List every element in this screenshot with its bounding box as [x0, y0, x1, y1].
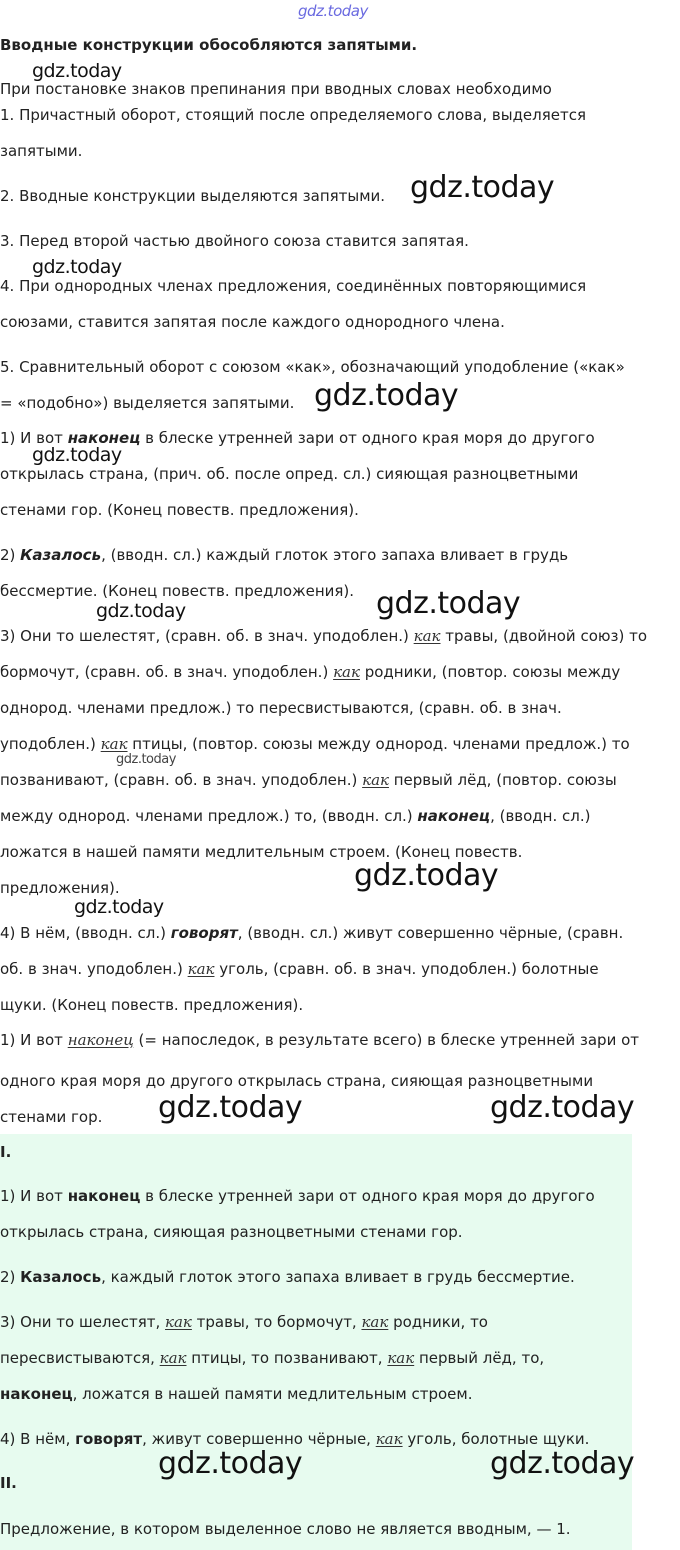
- answer-line: [0, 1349, 544, 1367]
- text-fragment: 4) В нём,: [0, 1430, 76, 1448]
- underlined-conjunction: как: [165, 1313, 192, 1331]
- analysis-1-line: [0, 429, 595, 447]
- analysis-4-line: щуки. (Конец повеств. предложения).: [0, 996, 304, 1014]
- watermark: gdz.today: [32, 256, 122, 278]
- highlighted-word: наконец: [417, 807, 491, 825]
- watermark: gdz.today: [314, 378, 459, 413]
- text-fragment: , (вводн. сл.) живут совершенно чёрные, (сравн.: [237, 924, 624, 942]
- analysis-1-line: открылась страна, (прич. об. после опред. сл.) сияющая разноцветными: [0, 465, 579, 483]
- analysis-3-line: ложатся в нашей памяти медлительным строем. (Конец повеств.: [0, 843, 523, 861]
- underlined-conjunction: как: [375, 1430, 403, 1448]
- analysis-3-line: [0, 663, 620, 681]
- underlined-conjunction: как: [387, 1349, 415, 1367]
- analysis-3-line: [0, 627, 647, 645]
- analysis-3-line: предложения).: [0, 879, 120, 897]
- rule-4-cont: союзами, ставится запятая после каждого однородного члена.: [0, 313, 505, 331]
- underlined-conjunction: как: [361, 1313, 389, 1331]
- text-fragment: , каждый глоток этого запаха вливает в грудь бессмертие.: [101, 1268, 575, 1286]
- text-fragment: , (вводн. сл.) каждый глоток этого запаха вливает в грудь: [101, 546, 569, 564]
- highlighted-word: Казалось: [20, 546, 102, 564]
- rule-3: 3. Перед второй частью двойного союза ставится запятая.: [0, 232, 469, 250]
- text-fragment: , живут совершенно чёрные,: [142, 1430, 376, 1448]
- text-fragment: между однород. членами предлож.) то, (вводн. сл.): [0, 807, 418, 825]
- answer-line: открылась страна, сияющая разноцветными стенами гор.: [0, 1223, 463, 1241]
- analysis-1-line: стенами гор. (Конец повеств. предложения).: [0, 501, 359, 519]
- underlined-conjunction: как: [413, 627, 441, 645]
- text-fragment: птицы, то позванивают,: [186, 1349, 388, 1367]
- rule-5: 5. Сравнительный оборот с союзом «как», обозначающий уподобление («как»: [0, 358, 625, 376]
- highlighted-word: наконец: [67, 1187, 141, 1205]
- answer-line: [0, 1385, 472, 1403]
- watermark: gdz.today: [158, 1446, 303, 1481]
- intro-text: При постановке знаков препинания при вводных словах необходимо: [0, 80, 552, 98]
- answer-line: [0, 1268, 575, 1286]
- meaning-line: стенами гор.: [0, 1108, 103, 1126]
- highlighted-word: говорят: [170, 924, 238, 942]
- text-fragment: об. в знач. уподоблен.): [0, 960, 188, 978]
- analysis-2-line: [0, 546, 568, 564]
- text-fragment: (= напоследок, в результате всего) в блеске утренней зари от: [133, 1031, 640, 1049]
- text-fragment: позванивают, (сравн. об. в знач. уподоблен.): [0, 771, 363, 789]
- text-fragment: 3) Они то шелестят, (сравн. об. в знач. уподоблен.): [0, 627, 414, 645]
- underlined-conjunction: как: [187, 960, 215, 978]
- watermark: gdz.today: [354, 858, 499, 893]
- analysis-3-line: [0, 771, 617, 789]
- answer-line: [0, 1430, 589, 1448]
- watermark: gdz.today: [116, 752, 176, 767]
- watermark: gdz.today: [32, 60, 122, 82]
- answer-line: [0, 1313, 488, 1331]
- underlined-conjunction: как: [159, 1349, 187, 1367]
- answer-line: [0, 1187, 595, 1205]
- watermark: gdz.today: [32, 444, 122, 466]
- text-fragment: травы, то бормочут,: [191, 1313, 362, 1331]
- watermark: gdz.today: [376, 586, 521, 621]
- part-heading: II.: [0, 1474, 17, 1492]
- analysis-3-line: однород. членами предлож.) то пересвистываются, (сравн. об. в знач.: [0, 699, 562, 717]
- watermark: gdz.today: [410, 170, 555, 205]
- text-fragment: уподоблен.): [0, 735, 101, 753]
- highlighted-word: говорят: [75, 1430, 143, 1448]
- watermark: gdz.today: [96, 600, 186, 622]
- watermark: gdz.today: [298, 2, 368, 20]
- part-heading: I.: [0, 1143, 12, 1161]
- rule-5-cont: = «подобно») выделяется запятыми.: [0, 394, 295, 412]
- text-fragment: в блеске утренней зари от одного края моря до другого: [140, 429, 595, 447]
- text-fragment: первый лёд, (повтор. союзы: [388, 771, 617, 789]
- text-fragment: в блеске утренней зари от одного края моря до другого: [140, 1187, 595, 1205]
- watermark: gdz.today: [158, 1090, 303, 1125]
- watermark: gdz.today: [490, 1090, 635, 1125]
- text-fragment: 1) И вот: [0, 1031, 68, 1049]
- text-fragment: , (вводн. сл.): [490, 807, 591, 825]
- watermark: gdz.today: [490, 1446, 635, 1481]
- text-fragment: родники, то: [388, 1313, 488, 1331]
- text-fragment: уголь, болотные щуки.: [402, 1430, 590, 1448]
- text-fragment: бормочут, (сравн. об. в знач. уподоблен.): [0, 663, 334, 681]
- text-fragment: 1) И вот: [0, 1187, 68, 1205]
- text-fragment: 3) Они то шелестят,: [0, 1313, 166, 1331]
- underlined-conjunction: как: [100, 735, 128, 753]
- highlighted-word: Казалось: [20, 1268, 102, 1286]
- rule-1: 1. Причастный оборот, стоящий после определяемого слова, выделяется: [0, 106, 587, 124]
- meaning-line: [0, 1031, 639, 1049]
- underlined-conjunction: как: [333, 663, 360, 681]
- text-fragment: уголь, (сравн. об. в знач. уподоблен.) болотные: [214, 960, 599, 978]
- analysis-2-line: бессмертие. (Конец повеств. предложения).: [0, 582, 355, 600]
- text-fragment: птицы, (повтор. союзы между однород. членами предлож.) то: [127, 735, 630, 753]
- text-fragment: первый лёд, то,: [414, 1349, 545, 1367]
- page-title: Вводные конструкции обособляются запятыми.: [0, 36, 418, 54]
- meaning-line: одного края моря до другого открылась страна, сияющая разноцветными: [0, 1072, 594, 1090]
- analysis-4-line: [0, 960, 599, 978]
- text-fragment: 2): [0, 1268, 21, 1286]
- text-fragment: родники, (повтор. союзы между: [359, 663, 621, 681]
- analysis-3-line: [0, 807, 590, 825]
- text-fragment: 4) В нём, (вводн. сл.): [0, 924, 171, 942]
- rule-2: 2. Вводные конструкции выделяются запятыми.: [0, 187, 386, 205]
- watermark: gdz.today: [74, 896, 164, 918]
- text-fragment: 1) И вот: [0, 429, 68, 447]
- underlined-conjunction: как: [362, 771, 389, 789]
- rule-4: 4. При однородных членах предложения, соединённых повторяющимися: [0, 277, 587, 295]
- analysis-4-line: [0, 924, 623, 942]
- analysis-3-line: [0, 735, 630, 753]
- rule-1-cont: запятыми.: [0, 142, 83, 160]
- text-fragment: пересвистываются,: [0, 1349, 160, 1367]
- final-answer: Предложение, в котором выделенное слово не является вводным, — 1.: [0, 1520, 571, 1538]
- text-fragment: травы, (двойной союз) то: [440, 627, 648, 645]
- text-fragment: 2): [0, 546, 21, 564]
- highlighted-word: наконец: [67, 429, 141, 447]
- text-fragment: , ложатся в нашей памяти медлительным строем.: [72, 1385, 473, 1403]
- underlined-word: наконец: [67, 1031, 134, 1049]
- highlighted-word: наконец: [0, 1385, 73, 1403]
